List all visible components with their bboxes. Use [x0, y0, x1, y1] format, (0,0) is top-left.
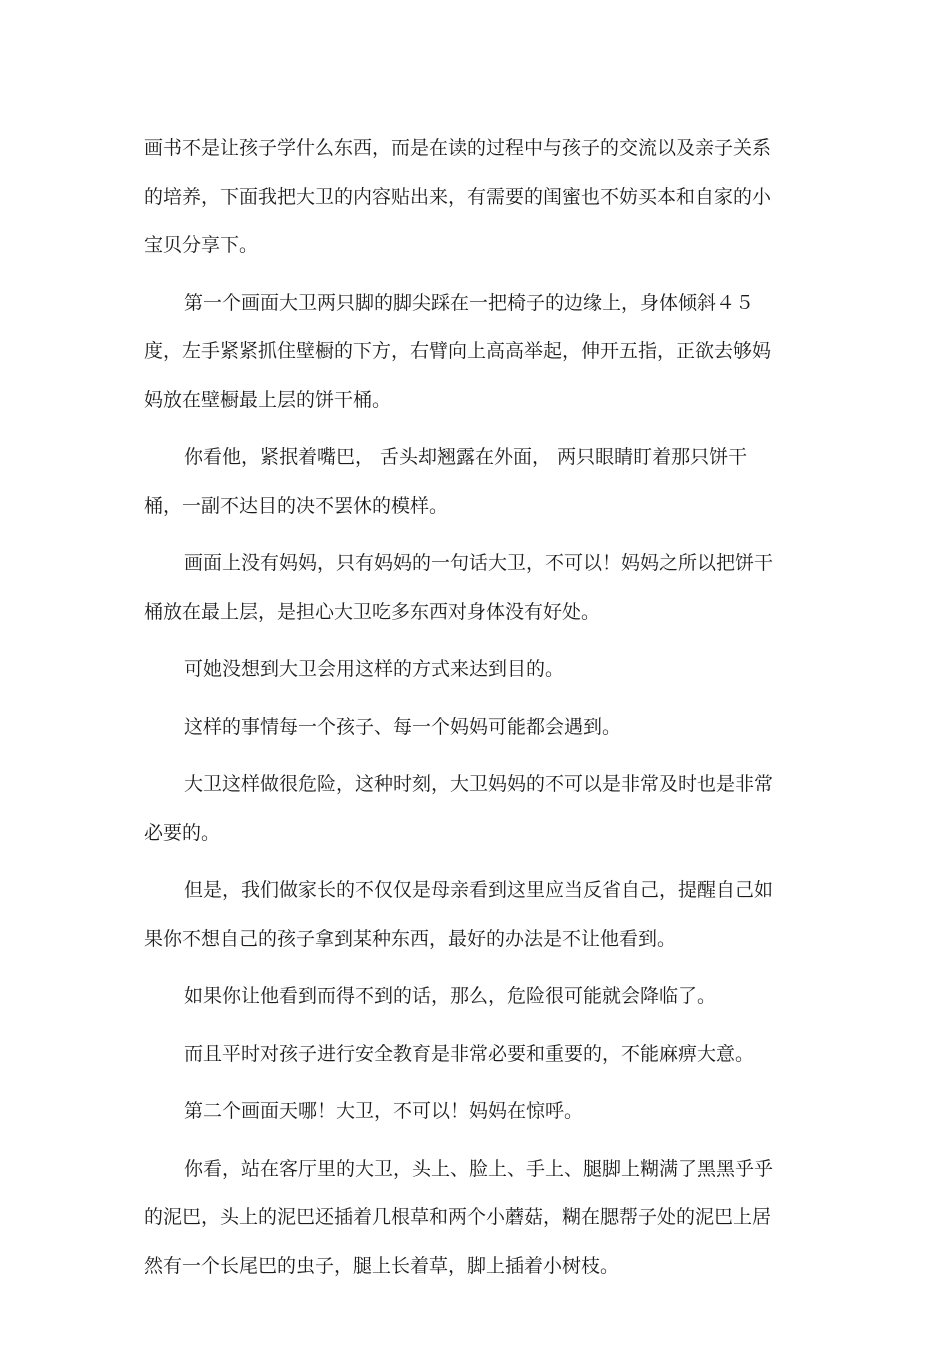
paragraph: 而且平时对孩子进行安全教育是非常必要和重要的，不能麻痹大意。	[184, 1042, 755, 1065]
paragraph: 第一个画面大卫两只脚的脚尖踩在一把椅子的边缘上，身体倾斜４５度，左手紧紧抓住壁橱的下方，右臂向上高高举起，伸开五指，正欲去够妈妈放在壁橱最上层的饼干桶。	[144, 291, 772, 411]
paragraph: 画书不是让孩子学什么东西，而是在读的过程中与孩子的交流以及亲子关系的培养，下面我把大卫的内容贴出来，有需要的闺蜜也不妨买本和自家的小宝贝分享下。	[144, 137, 772, 256]
paragraph: 你看他，紧抿着嘴巴， 舌头却翘露在外面， 两只眼睛盯着那只饼干桶，一副不达目的决不罢休的模样。	[144, 446, 748, 517]
document-body	[144, 124, 784, 1299]
paragraph: 这样的事情每一个孩子、每一个妈妈可能都会遇到。	[184, 715, 622, 738]
paragraph: 但是，我们做家长的不仅仅是母亲看到这里应当反省自己，提醒自己如果你不想自己的孩子拿到某种东西，最好的办法是不让他看到。	[144, 879, 774, 950]
paragraph: 第二个画面天哪！大卫，不可以！妈妈在惊呼。	[184, 1100, 584, 1122]
paragraph: 可她没想到大卫会用这样的方式来达到目的。	[184, 658, 565, 680]
paragraph: 画面上没有妈妈，只有妈妈的一句话大卫，不可以！妈妈之所以把饼干桶放在最上层，是担心大卫吃多东西对身体没有好处。	[144, 552, 774, 623]
paragraph: 你看，站在客厅里的大卫，头上、脸上、手上、腿脚上糊满了黑黑乎乎的泥巴，头上的泥巴还插着几根草和两个小蘑菇，糊在腮帮子处的泥巴上居然有一个长尾巴的虫子，腿上长着草，脚上插着小树枝。	[144, 1157, 774, 1277]
paragraph: 大卫这样做很危险，这种时刻，大卫妈妈的不可以是非常及时也是非常必要的。	[144, 773, 774, 844]
paragraph: 如果你让他看到而得不到的话，那么，危险很可能就会降临了。	[184, 985, 717, 1007]
